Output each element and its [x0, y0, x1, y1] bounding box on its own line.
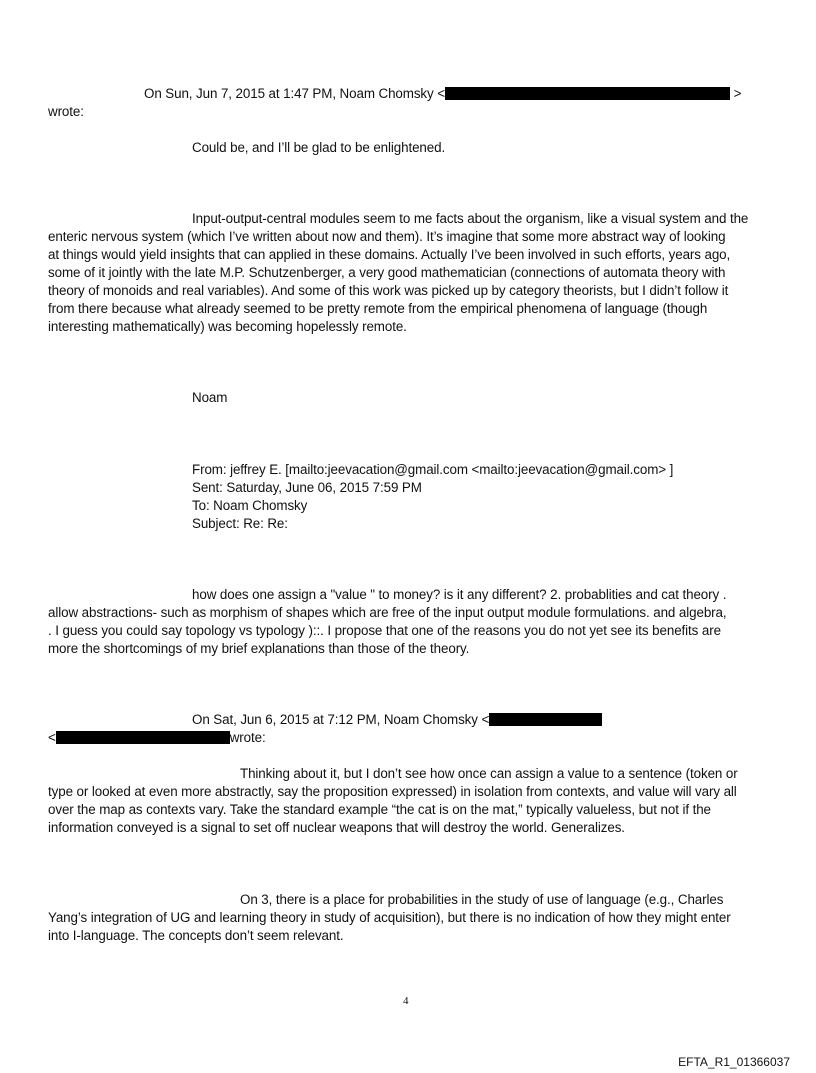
- reply2-para1-line: over the map as contexts vary. Take the standard example “the cat is on the mat,” typically valueless, but not if the: [48, 802, 711, 817]
- header-line-2: wrote:: [48, 104, 84, 119]
- redaction-block: [56, 731, 230, 744]
- jeffrey-para-line: more the shortcomings of my brief explanations than those of the theory.: [48, 641, 470, 656]
- reply1-para-line: Input-output-central modules seem to me facts about the organism, like a visual system and the: [192, 211, 749, 226]
- jeffrey-para-line: . I guess you could say topology vs typology )::. I propose that one of the reasons you do not yet see its benefits are: [48, 623, 721, 638]
- bates-id: EFTA_R1_01366037: [678, 1055, 790, 1069]
- reply2-para1-line: type or looked at even more abstractly, say the proposition expressed) in isolation from contexts, and value will vary all: [48, 784, 737, 799]
- reply2-para1-line: information conveyed is a signal to set off nuclear weapons that will destroy the world. Generalizes.: [48, 820, 625, 835]
- reply1-greeting: Could be, and I’ll be glad to be enlightened.: [192, 140, 446, 155]
- quoted-from: From: jeffrey E. [mailto:jeevacation@gmail.com <mailto:jeevacation@gmail.com> ]: [192, 462, 674, 477]
- redaction-block: [489, 713, 602, 726]
- quoted-sent: Sent: Saturday, June 06, 2015 7:59 PM: [192, 480, 422, 495]
- header-from-text: On Sun, Jun 7, 2015 at 1:47 PM, Noam Chomsky <: [144, 86, 445, 101]
- redaction-block: [445, 87, 730, 100]
- header2-from-text: On Sat, Jun 6, 2015 at 7:12 PM, Noam Chomsky <: [192, 712, 490, 727]
- header2-wrote: wrote:: [229, 730, 266, 745]
- header2-line-2: [48, 729, 266, 747]
- reply2-para1-line: Thinking about it, but I don’t see how once can assign a value to a sentence (token or: [240, 766, 738, 781]
- header2-bracket: <: [48, 730, 56, 745]
- reply1-para-line: some of it jointly with the late M.P. Schutzenberger, a very good mathematician (connections of automata theory with: [48, 265, 726, 280]
- header2-line-1: [192, 711, 602, 729]
- reply2-para2-line: into I-language. The concepts don’t seem relevant.: [48, 928, 344, 943]
- quoted-to: To: Noam Chomsky: [192, 498, 308, 513]
- header-bracket: >: [733, 86, 742, 101]
- reply1-para-line: theory of monoids and real variables). And some of this work was picked up by category theorists, but I didn’t follow it: [48, 283, 729, 298]
- page-number: 4: [403, 995, 409, 1007]
- reply1-para-line: from there because what already seemed to be pretty remote from the empirical phenomena of language (though: [48, 301, 708, 316]
- reply1-para-line: interesting mathematically) was becoming hopelessly remote.: [48, 319, 407, 334]
- reply2-para2-line: On 3, there is a place for probabilities in the study of use of language (e.g., Charles: [240, 892, 724, 907]
- reply1-signature: Noam: [192, 390, 228, 405]
- quoted-subject: Subject: Re: Re:: [192, 516, 288, 531]
- reply2-para2-line: Yang’s integration of UG and learning theory in study of acquisition), but there is no indication of how they might enter: [48, 910, 731, 925]
- header-line-1: [144, 85, 741, 103]
- jeffrey-para-line: how does one assign a "value " to money? is it any different? 2. probablities and cat theory .: [192, 587, 727, 602]
- jeffrey-para-line: allow abstractions- such as morphism of shapes which are free of the input output module formulations. and algebra,: [48, 605, 727, 620]
- reply1-para-line: enteric nervous system (which I’ve written about now and them). It’s imagine that some more abstract way of looking: [48, 229, 726, 244]
- reply1-para-line: at things would yield insights that can applied in these domains. Actually I’ve been involved in such efforts, years ago,: [48, 247, 731, 262]
